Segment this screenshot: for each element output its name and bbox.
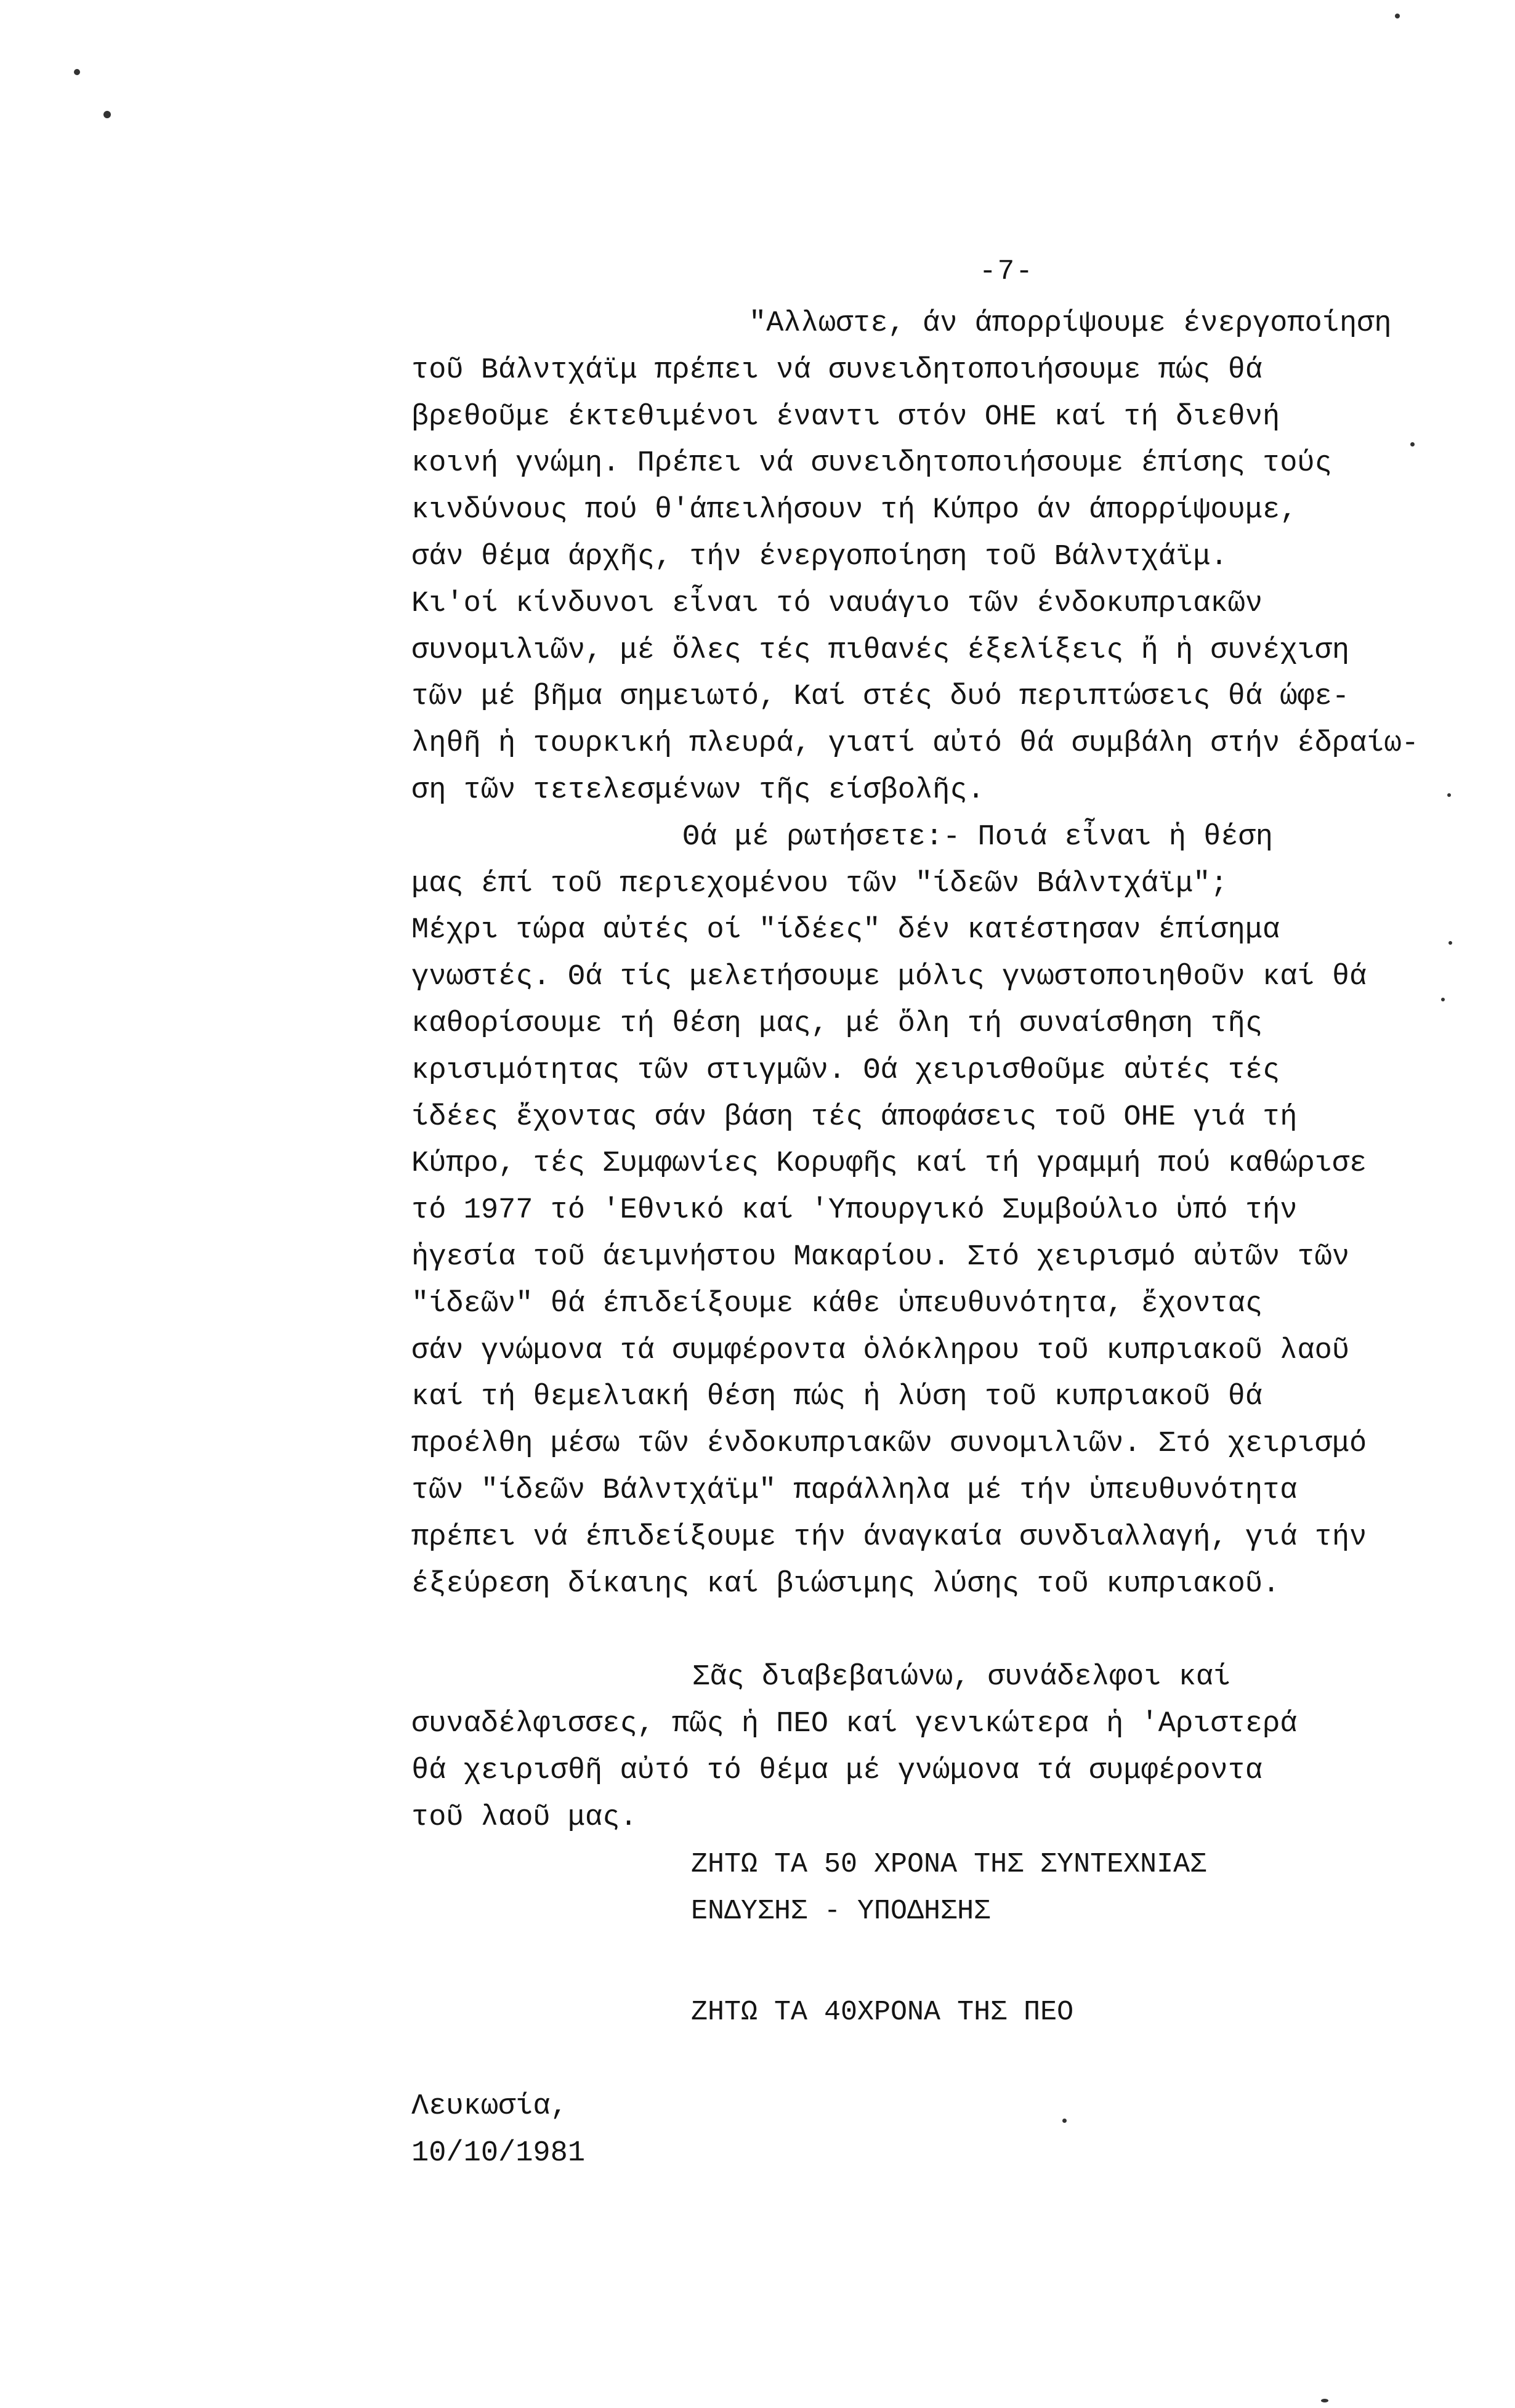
body-line: βρεθοῦμε έκτεθιμένοι έναντι στόν ΟΗΕ καί τή διεθνή — [411, 400, 1280, 434]
slogan-line: ΖΗΤΩ ΤΑ 40ΧΡΟΝΑ ΤΗΣ ΠΕΟ — [691, 1997, 1074, 2028]
body-line: πρέπει νά έπιδείξουμε τήν άναγκαία συνδιαλλαγή, γιά τήν — [411, 1521, 1367, 1554]
scan-speck — [74, 69, 80, 75]
body-line: ληθῆ ἡ τουρκική πλευρά, γιατί αὐτό θά συμβάλη στήν έδραίω- — [411, 727, 1419, 761]
body-line: συνομιλιῶν, μέ ὅλες τές πιθανές έξελίξεις ἤ ἡ συνέχιση — [411, 634, 1350, 667]
body-line: Κύπρο, τές Συμφωνίες Κορυφῆς καί τή γραμμή πού καθώρισε — [411, 1147, 1367, 1181]
body-line: τῶν "ίδεῶν Βάλντχάϊμ" παράλληλα μέ τήν ὑπευθυνότητα — [411, 1474, 1298, 1507]
scan-speck — [1321, 2399, 1328, 2402]
slogan-line: ΖΗΤΩ ΤΑ 50 ΧΡΟΝΑ ΤΗΣ ΣΥΝΤΕΧΝΙΑΣ — [691, 1849, 1207, 1880]
scan-speck — [1410, 442, 1415, 446]
slogan-line: ΕΝΔΥΣΗΣ - ΥΠΟΔΗΣΗΣ — [691, 1896, 991, 1927]
body-line: τό 1977 τό 'Εθνικό καί 'Υπουργικό Συμβούλιο ὑπό τήν — [411, 1194, 1298, 1227]
body-line: ίδέες ἔχοντας σάν βάση τές άποφάσεις τοῦ ΟΗΕ γιά τή — [411, 1101, 1298, 1134]
closing-slogans — [691, 1841, 1206, 2036]
body-line: "Αλλωστε, άν άπορρίψουμε ένεργοποίηση — [749, 307, 1392, 340]
body-line: "ίδεῶν" θά έπιδείξουμε κάθε ὑπευθυνότητα, ἔχοντας — [411, 1287, 1263, 1320]
body-line: προέλθη μέσω τῶν ένδοκυπριακῶν συνομιλιῶν. Στό χειρισμό — [411, 1428, 1367, 1461]
body-line: καί τή θεμελιακή θέση πώς ἡ λύση τοῦ κυπριακοῦ θά — [411, 1381, 1263, 1414]
body-line: Σᾶς διαβεβαιώνω, συνάδελφοι καί — [692, 1661, 1231, 1694]
place-and-date — [411, 2083, 585, 2177]
body-line: κοινή γνώμη. Πρέπει νά συνειδητοποιήσουμε έπίσης τούς — [411, 447, 1332, 480]
body-line: γνωστές. Θά τίς μελετήσουμε μόλις γνωστοποιηθοῦν καί θά — [411, 961, 1367, 994]
page-number: -7- — [979, 256, 1034, 288]
body-line: ἡγεσία τοῦ άειμνήστου Μακαρίου. Στό χειρισμό αὐτῶν τῶν — [411, 1240, 1350, 1274]
body-line: έξεύρεση δίκαιης καί βιώσιμης λύσης τοῦ κυπριακοῦ. — [411, 1567, 1280, 1601]
body-line: συναδέλφισσες, πῶς ἡ ΠΕΟ καί γενικώτερα ἡ 'Αριστερά — [411, 1707, 1298, 1740]
body-line: τοῦ λαοῦ μας. — [411, 1801, 637, 1834]
body-line: τοῦ Βάλντχάϊμ πρέπει νά συνειδητοποιήσουμε πώς θά — [411, 354, 1263, 387]
scan-speck — [1448, 941, 1452, 945]
body-line: Κι'οί κίνδυνοι εἶναι τό ναυάγιο τῶν ένδοκυπριακῶν — [411, 587, 1263, 620]
scan-speck — [1441, 998, 1445, 1001]
body-line: σάν γνώμονα τά συμφέροντα ὁλόκληρου τοῦ κυπριακοῦ λαοῦ — [411, 1334, 1350, 1367]
scan-speck — [1447, 793, 1451, 797]
body-line: θά χειρισθῆ αὐτό τό θέμα μέ γνώμονα τά συμφέροντα — [411, 1754, 1263, 1787]
scan-speck — [1395, 14, 1400, 18]
body-line: κρισιμότητας τῶν στιγμῶν. Θά χειρισθοῦμε αὐτές τές — [411, 1054, 1280, 1087]
body-line: μας έπί τοῦ περιεχομένου τῶν "ίδεῶν Βάλντχάϊμ"; — [411, 867, 1228, 900]
body-line: κινδύνους πού θ'άπειλήσουν τή Κύπρο άν άπορρίψουμε, — [411, 494, 1298, 527]
letter-body — [411, 301, 1483, 1841]
scan-speck — [103, 111, 111, 118]
spacer — [691, 1935, 1206, 1989]
body-line: καθορίσουμε τή θέση μας, μέ ὅλη τή συναίσθηση τῆς — [411, 1007, 1263, 1040]
body-line — [411, 1607, 1483, 1654]
body-line: Μέχρι τώρα αὐτές οί "ίδέες" δέν κατέστησαν έπίσημα — [411, 914, 1280, 947]
date: 10/10/1981 — [411, 2137, 586, 2170]
body-line: Θά μέ ρωτήσετε:- Ποιά εἶναι ἡ θέση — [682, 820, 1273, 854]
body-line: σάν θέμα άρχῆς, τήν ένεργοποίηση τοῦ Βάλντχάϊμ. — [411, 540, 1228, 573]
place: Λευκωσία, — [411, 2090, 568, 2123]
body-line: ση τῶν τετελεσμένων τῆς είσβολῆς. — [411, 774, 985, 807]
scan-speck — [1062, 2119, 1067, 2123]
body-line: τῶν μέ βῆμα σημειωτό, Καί στές δυό περιπτώσεις θά ώφε- — [411, 681, 1350, 714]
